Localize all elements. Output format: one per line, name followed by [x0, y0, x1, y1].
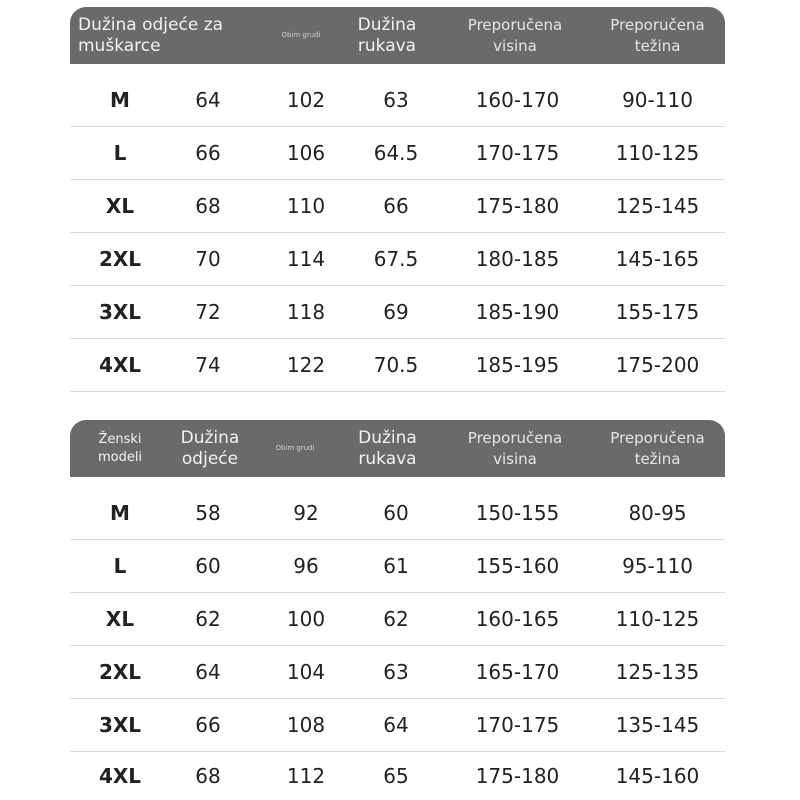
weight-cell: 155-175: [615, 300, 700, 324]
table-row: [70, 699, 725, 752]
size-cell: M: [110, 88, 130, 112]
chest-cell: 108: [286, 713, 326, 737]
length-cell: 66: [195, 141, 221, 165]
chest-cell: 122: [286, 353, 326, 377]
weight-cell: 125-145: [615, 194, 700, 218]
height-cell: 180-185: [475, 247, 560, 271]
weight-cell: 95-110: [622, 554, 693, 578]
table-row: [70, 752, 725, 800]
chest-cell: 96: [293, 554, 319, 578]
length-cell: 68: [195, 194, 221, 218]
sleeve-cell: 64.5: [373, 141, 419, 165]
size-cell: 2XL: [98, 660, 142, 684]
length-cell: 68: [195, 764, 221, 788]
table-row: [70, 127, 725, 180]
header-recommended-height: Preporučena visina: [467, 15, 563, 55]
chest-cell: 112: [286, 764, 326, 788]
size-cell: 4XL: [98, 764, 142, 788]
women-table-body: [70, 477, 725, 800]
table-row: [70, 74, 725, 127]
chest-cell: 104: [286, 660, 326, 684]
header-sleeve-length: Dužina rukava: [358, 427, 417, 469]
chest-cell: 92: [293, 501, 319, 525]
weight-cell: 145-160: [615, 764, 700, 788]
header-chest: Obim grudi: [275, 444, 315, 452]
women-size-table: [70, 420, 725, 800]
table-row: [70, 646, 725, 699]
table-row: [70, 339, 725, 392]
chest-cell: 102: [286, 88, 326, 112]
weight-cell: 110-125: [615, 607, 700, 631]
header-women-models: Ženski modeli: [97, 431, 143, 465]
sleeve-cell: 61: [383, 554, 409, 578]
height-cell: 175-180: [475, 194, 560, 218]
men-table-body: [70, 64, 725, 392]
sleeve-cell: 65: [383, 764, 409, 788]
header-recommended-weight: Preporučena težina: [610, 428, 705, 468]
length-cell: 74: [195, 353, 221, 377]
sleeve-cell: 60: [383, 501, 409, 525]
sleeve-cell: 64: [383, 713, 409, 737]
header-recommended-weight: Preporučena težina: [610, 15, 705, 55]
length-cell: 60: [195, 554, 221, 578]
height-cell: 155-160: [475, 554, 560, 578]
weight-cell: 90-110: [622, 88, 693, 112]
height-cell: 150-155: [475, 501, 560, 525]
length-cell: 62: [195, 607, 221, 631]
table-row: [70, 487, 725, 540]
sleeve-cell: 63: [383, 88, 409, 112]
size-cell: 2XL: [98, 247, 142, 271]
sleeve-cell: 63: [383, 660, 409, 684]
sleeve-cell: 69: [383, 300, 409, 324]
weight-cell: 125-135: [615, 660, 700, 684]
sleeve-cell: 70.5: [373, 353, 419, 377]
men-table-header: [70, 7, 725, 64]
size-cell: XL: [105, 607, 135, 631]
height-cell: 165-170: [475, 660, 560, 684]
length-cell: 58: [195, 501, 221, 525]
sleeve-cell: 67.5: [373, 247, 419, 271]
height-cell: 160-170: [475, 88, 560, 112]
size-cell: L: [113, 554, 127, 578]
size-cell: 3XL: [98, 300, 142, 324]
table-row: [70, 286, 725, 339]
chest-cell: 100: [286, 607, 326, 631]
table-row: [70, 180, 725, 233]
weight-cell: 175-200: [615, 353, 700, 377]
size-cell: L: [113, 141, 127, 165]
length-cell: 72: [195, 300, 221, 324]
chest-cell: 114: [286, 247, 326, 271]
header-clothing-length: Dužina odjeće: [180, 427, 240, 469]
men-size-table: [70, 7, 725, 392]
chest-cell: 118: [286, 300, 326, 324]
size-cell: 4XL: [98, 353, 142, 377]
chest-cell: 110: [286, 194, 326, 218]
height-cell: 160-165: [475, 607, 560, 631]
header-men-clothing-length: Dužina odjeće za muškarce: [78, 14, 224, 56]
length-cell: 66: [195, 713, 221, 737]
length-cell: 64: [195, 660, 221, 684]
chest-cell: 106: [286, 141, 326, 165]
height-cell: 185-190: [475, 300, 560, 324]
table-row: [70, 540, 725, 593]
weight-cell: 135-145: [615, 713, 700, 737]
header-sleeve-length: Dužina rukava: [357, 14, 417, 56]
length-cell: 64: [195, 88, 221, 112]
sleeve-cell: 62: [383, 607, 409, 631]
women-table-header: [70, 420, 725, 477]
height-cell: 185-195: [475, 353, 560, 377]
table-row: [70, 233, 725, 286]
size-cell: XL: [105, 194, 135, 218]
header-chest: Obim grudi: [281, 31, 321, 39]
table-row: [70, 593, 725, 646]
header-recommended-height: Preporučena visina: [467, 428, 563, 468]
height-cell: 170-175: [475, 141, 560, 165]
size-cell: M: [110, 501, 130, 525]
weight-cell: 80-95: [628, 501, 687, 525]
height-cell: 175-180: [475, 764, 560, 788]
weight-cell: 110-125: [615, 141, 700, 165]
height-cell: 170-175: [475, 713, 560, 737]
sleeve-cell: 66: [383, 194, 409, 218]
size-cell: 3XL: [98, 713, 142, 737]
length-cell: 70: [195, 247, 221, 271]
weight-cell: 145-165: [615, 247, 700, 271]
